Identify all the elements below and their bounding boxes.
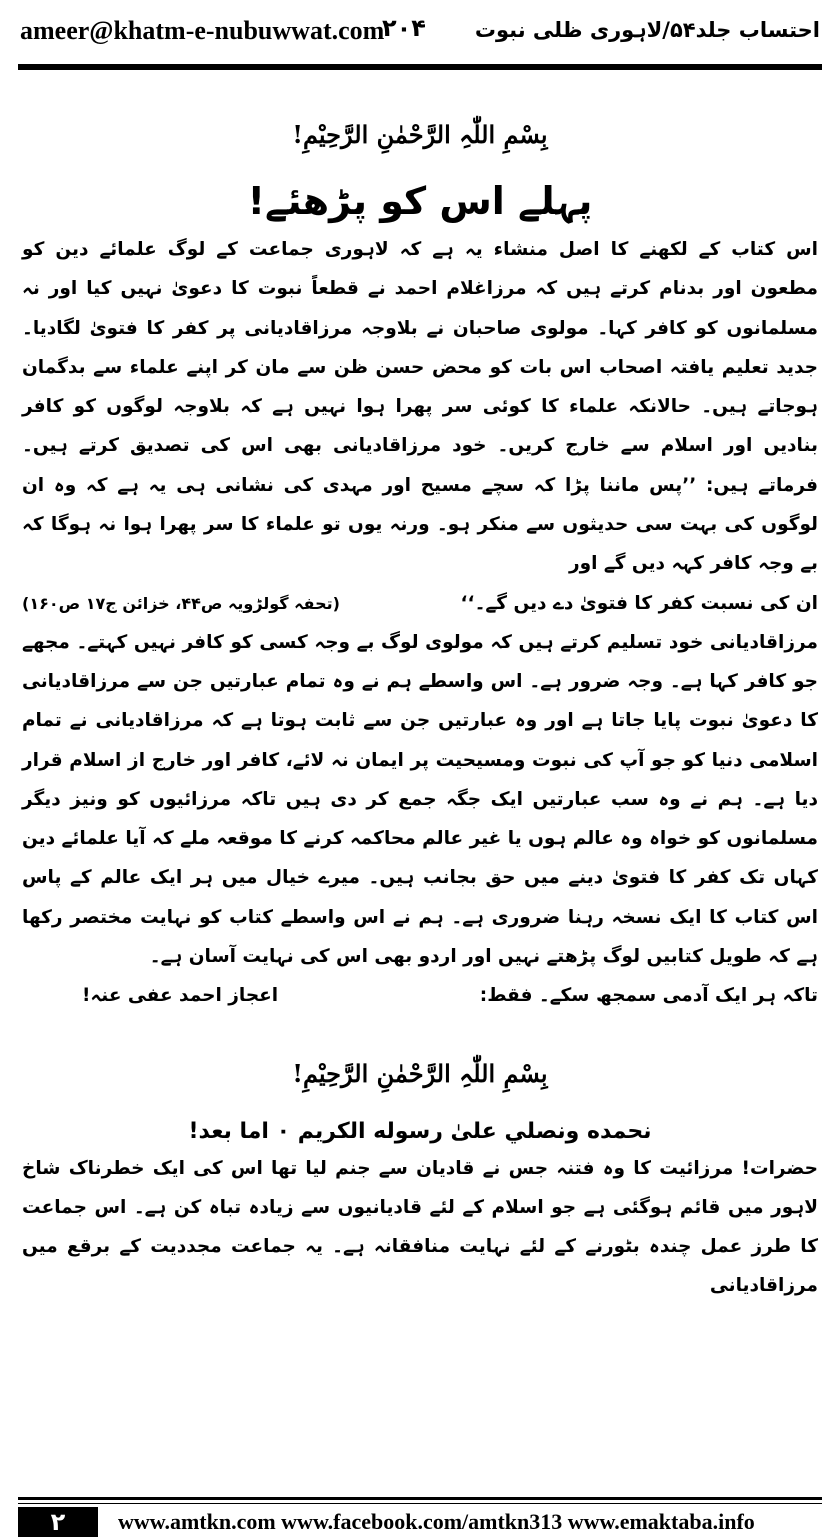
footer-rule-thin	[18, 1503, 822, 1504]
body-paragraph: مرزاقادیانی خود تسلیم کرتے ہیں کہ مولوی لوگ بے وجہ کسی کو کافر نہیں کہتے۔ مجھے جو کافر کہا ہے۔ وجہ ضرور ہے۔ اس واسطے ہم نے وہ تمام عبارتیں جن سے مرزاقادیانی کا دعویٰ نبوت پایا جاتا ہے اور وہ عبارتیں جن سے ثابت ہوتا ہے کہ مرزاقادیانی نے تمام اسلامی دنیا کو جو آپ کی نبوت ومسیحیت پر ایمان نہ لائے، کافر اور خارج از اسلام قرار دیا ہے۔ ہم نے وہ سب عبارتیں ایک جگہ جمع کر دی ہیں تاکہ مرزائیوں کو ونیز دیگر مسلمانوں کو خواہ وہ عالم ہوں یا غیر عالم محاکمہ کرنے کا موقعہ ملے کہ آیا علمائے دین کہاں تک کفر کا فتویٰ دینے میں حق بجانب ہیں۔ میرے خیال میں ہر ایک عالم کے پاس اس کتاب کا ایک نسخہ رہنا ضروری ہے۔ ہم نے اس واسطے کتاب کو نہایت مختصر رکھا ہے کہ طویل کتابیں لوگ پڑھتے نہیں اور اردو بھی اس کی نہایت آسان ہے۔	[22, 631, 818, 968]
page-footer	[0, 1495, 840, 1540]
basmala-heading-2: بِسْمِ اللّٰہِ الرَّحْمٰنِ الرَّحِیْمِ!	[292, 1059, 548, 1089]
page-body	[22, 70, 818, 1305]
author-signature: اعجاز احمد عفی عنہ!	[82, 985, 279, 1007]
intro-paragraph: اس کتاب کے لکھنے کا اصل منشاء یہ ہے کہ لاہوری جماعت کے لوگ علمائے دین کو مطعون اور بدنام کرتے ہیں کہ مرزاغلام احمد نے قطعاً نبوت کا دعویٰ نہیں کیا اور نہ مسلمانوں کو کافر کہا۔ مولوی صاحبان نے بلاوجہ مرزاقادیانی پر کفر کا فتویٰ لگادیا۔ جدید تعلیم یافتہ اصحاب اس بات کو محض حسن ظن سے مان کر اپنے علماء سے بدگمان ہوجاتے ہیں۔ حالانکہ علماء کا کوئی سر پھرا ہوا نہیں ہے کہ بلاوجہ لوگوں کو کافر بنادیں اور اسلام سے خارج کریں۔ خود مرزاقادیانی بھی اس کی تصدیق کرتے ہیں۔ فرماتے ہیں: ’’پس ماننا پڑا کہ سچے مسیح اور مہدی کی نشانی ہی یہ ہے کہ وہ ان لوگوں کی بہت سی حدیثوں سے منکر ہو۔ ورنہ یوں تو علماء کا سر پھرا ہوا نہ ہوگا کہ بے وجہ کافر کہہ دیں گے اور	[22, 239, 818, 575]
section-title: پہلے اس کو پڑھئے!	[247, 179, 593, 223]
quote-citation-row	[22, 584, 818, 623]
footer-urls: www.amtkn.com www.facebook.com/amtkn313 www.emaktaba.info	[118, 1509, 755, 1534]
quote-end: ان کی نسبت کفر کا فتویٰ دے دیں گے۔‘‘	[460, 592, 818, 614]
closing-line: تاکہ ہر ایک آدمی سمجھ سکے۔ فقط:	[479, 985, 818, 1007]
citation: (تحفہ گولڑویہ ص۴۴، خزائن ج۱۷ ص۱۶۰)	[22, 593, 340, 613]
footer-page-number: ۲	[18, 1507, 98, 1537]
page-header	[0, 0, 840, 66]
section2-paragraph: حضرات! مرزائیت کا وہ فتنہ جس نے قادیان سے جنم لیا تھا اس کی ایک خطرناک شاخ لاہور میں قائم ہوگئی ہے جو اسلام کے لئے قادیانیوں سے زیادہ تباہ کن ہے۔ اس جماعت کا طرز عمل چندہ بٹورنے کے لئے نہایت منافقانہ ہے۔ یہ جماعت مجددیت کے برقع میں مرزاقادیانی	[22, 1158, 818, 1297]
basmala-heading: بِسْمِ اللّٰہِ الرَّحْمٰنِ الرَّحِیْمِ!	[292, 120, 548, 149]
header-page-number: ۲۰۴	[382, 14, 426, 42]
footer-rule	[18, 1497, 822, 1500]
header-book-title: احتساب جلد۵۴/لاہوری ظلی نبوت	[474, 18, 820, 42]
header-email: ameer@khatm-e-nubuwwat.com	[20, 16, 385, 45]
signature-row	[22, 976, 818, 1015]
hamd-line: نحمده ونصلي علىٰ رسوله الكريم ۰ اما بعد!	[188, 1119, 652, 1145]
